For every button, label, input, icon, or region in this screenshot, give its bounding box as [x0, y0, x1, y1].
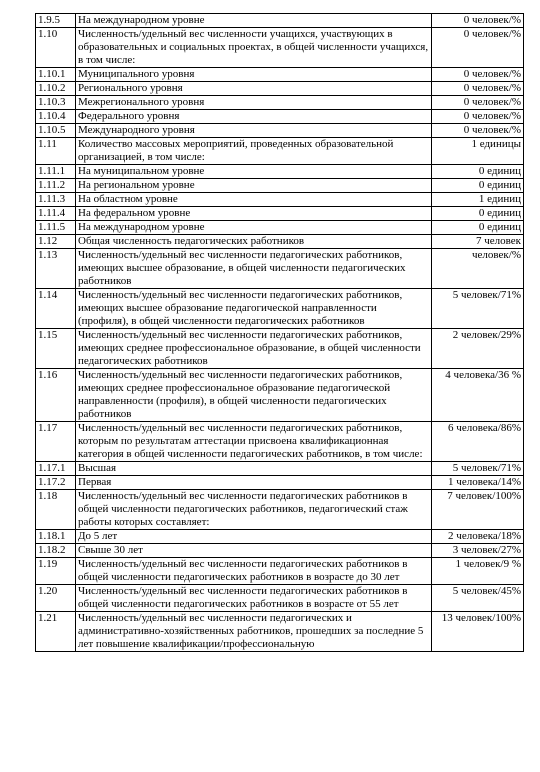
row-indicator: Муниципального уровня: [76, 68, 432, 82]
row-indicator: Численность/удельный вес численности педагогических работников, имеющих высшее образование, в общей численности педагогических работников: [76, 249, 432, 289]
row-indicator: Численность/удельный вес численности педагогических работников, которым по результатам аттестации присвоена квалификационная категория в общей численности педагогических работников, в том числе:: [76, 422, 432, 462]
row-number: 1.10: [36, 28, 76, 68]
table-row: [36, 490, 524, 530]
indicators-table: [35, 13, 524, 652]
row-number: 1.9.5: [36, 14, 76, 28]
row-number: 1.10.2: [36, 82, 76, 96]
row-number: 1.11.3: [36, 193, 76, 207]
table-row: [36, 249, 524, 289]
row-number: 1.14: [36, 289, 76, 329]
table-row: [36, 530, 524, 544]
table-row: [36, 179, 524, 193]
table-row: [36, 110, 524, 124]
row-indicator: На областном уровне: [76, 193, 432, 207]
row-value: 5 человек/45%: [432, 585, 524, 612]
row-indicator: Численность/удельный вес численности педагогических работников, имеющих среднее профессиональное образование, в общей численности педагогических работников: [76, 329, 432, 369]
table-row: [36, 462, 524, 476]
row-indicator: Регионального уровня: [76, 82, 432, 96]
row-number: 1.10.1: [36, 68, 76, 82]
table-row: [36, 124, 524, 138]
row-value: 2 человека/18%: [432, 530, 524, 544]
row-number: 1.11.5: [36, 221, 76, 235]
table-row: [36, 193, 524, 207]
table-row: [36, 544, 524, 558]
row-indicator: На муниципальном уровне: [76, 165, 432, 179]
row-number: 1.18.2: [36, 544, 76, 558]
row-number: 1.10.3: [36, 96, 76, 110]
table-row: [36, 138, 524, 165]
row-indicator: Численность/удельный вес численности педагогических работников в общей численности педагогических работников в возрасте от 55 лет: [76, 585, 432, 612]
row-indicator: На федеральном уровне: [76, 207, 432, 221]
row-number: 1.18: [36, 490, 76, 530]
row-number: 1.21: [36, 612, 76, 652]
table-row: [36, 82, 524, 96]
row-indicator: Численность/удельный вес численности педагогических и административно-хозяйственных работников, прошедших за последние 5 лет повышение квалификации/профессиональную: [76, 612, 432, 652]
row-value: 0 человек/%: [432, 28, 524, 68]
row-number: 1.17.1: [36, 462, 76, 476]
row-number: 1.17.2: [36, 476, 76, 490]
row-number: 1.18.1: [36, 530, 76, 544]
row-number: 1.20: [36, 585, 76, 612]
row-value: 7 человек/100%: [432, 490, 524, 530]
document-page: [35, 13, 524, 652]
row-indicator: Федерального уровня: [76, 110, 432, 124]
row-indicator: Свыше 30 лет: [76, 544, 432, 558]
row-number: 1.13: [36, 249, 76, 289]
row-indicator: Первая: [76, 476, 432, 490]
row-value: 0 единиц: [432, 221, 524, 235]
table-row: [36, 369, 524, 422]
row-value: 0 человек/%: [432, 124, 524, 138]
row-indicator: Численность/удельный вес численности учащихся, участвующих в образовательных и социальных проектах, в общей численности учащихся, в том числе:: [76, 28, 432, 68]
row-value: 6 человека/86%: [432, 422, 524, 462]
table-row: [36, 14, 524, 28]
row-number: 1.11.1: [36, 165, 76, 179]
table-row: [36, 68, 524, 82]
table-row: [36, 422, 524, 462]
row-number: 1.11.2: [36, 179, 76, 193]
row-value: 0 человек/%: [432, 96, 524, 110]
table-row: [36, 96, 524, 110]
row-number: 1.17: [36, 422, 76, 462]
table-row: [36, 28, 524, 68]
row-value: 0 единиц: [432, 179, 524, 193]
row-number: 1.10.4: [36, 110, 76, 124]
row-indicator: Численность/удельный вес численности педагогических работников, имеющих высшее образование педагогической направленности (профиля), в общей численности педагогических работников: [76, 289, 432, 329]
row-indicator: Международного уровня: [76, 124, 432, 138]
row-indicator: На международном уровне: [76, 14, 432, 28]
row-indicator: До 5 лет: [76, 530, 432, 544]
table-row: [36, 289, 524, 329]
table-row: [36, 221, 524, 235]
row-value: 0 человек/%: [432, 82, 524, 96]
row-value: 1 человека/14%: [432, 476, 524, 490]
row-indicator: Количество массовых мероприятий, проведенных образовательной организацией, в том числе:: [76, 138, 432, 165]
row-number: 1.11: [36, 138, 76, 165]
row-value: 0 единиц: [432, 165, 524, 179]
row-value: 13 человек/100%: [432, 612, 524, 652]
row-indicator: На региональном уровне: [76, 179, 432, 193]
row-number: 1.11.4: [36, 207, 76, 221]
row-value: 3 человек/27%: [432, 544, 524, 558]
row-value: 0 единиц: [432, 207, 524, 221]
row-number: 1.19: [36, 558, 76, 585]
row-value: 5 человек/71%: [432, 462, 524, 476]
row-indicator: Высшая: [76, 462, 432, 476]
table-row: [36, 612, 524, 652]
table-row: [36, 235, 524, 249]
table-row: [36, 207, 524, 221]
row-value: 1 единиц: [432, 193, 524, 207]
table-row: [36, 476, 524, 490]
table-row: [36, 165, 524, 179]
row-indicator: Общая численность педагогических работников: [76, 235, 432, 249]
row-value: 1 человек/9 %: [432, 558, 524, 585]
row-indicator: На международном уровне: [76, 221, 432, 235]
table-row: [36, 558, 524, 585]
row-value: 0 человек/%: [432, 14, 524, 28]
row-value: 2 человек/29%: [432, 329, 524, 369]
table-row: [36, 329, 524, 369]
row-value: 1 единицы: [432, 138, 524, 165]
row-value: 5 человек/71%: [432, 289, 524, 329]
indicators-table-body: [36, 14, 524, 652]
row-indicator: Численность/удельный вес численности педагогических работников в общей численности педагогических работников в возрасте до 30 лет: [76, 558, 432, 585]
row-number: 1.12: [36, 235, 76, 249]
row-indicator: Межрегионального уровня: [76, 96, 432, 110]
row-indicator: Численность/удельный вес численности педагогических работников, имеющих среднее профессиональное образование педагогической направленности (профиля), в общей численности педагогических работников: [76, 369, 432, 422]
row-number: 1.10.5: [36, 124, 76, 138]
row-indicator: Численность/удельный вес численности педагогических работников в общей численности педагогических работников, педагогический стаж работы которых составляет:: [76, 490, 432, 530]
row-value: 0 человек/%: [432, 68, 524, 82]
row-number: 1.16: [36, 369, 76, 422]
row-value: 0 человек/%: [432, 110, 524, 124]
table-row: [36, 585, 524, 612]
row-value: человек/%: [432, 249, 524, 289]
row-value: 7 человек: [432, 235, 524, 249]
row-value: 4 человека/36 %: [432, 369, 524, 422]
row-number: 1.15: [36, 329, 76, 369]
